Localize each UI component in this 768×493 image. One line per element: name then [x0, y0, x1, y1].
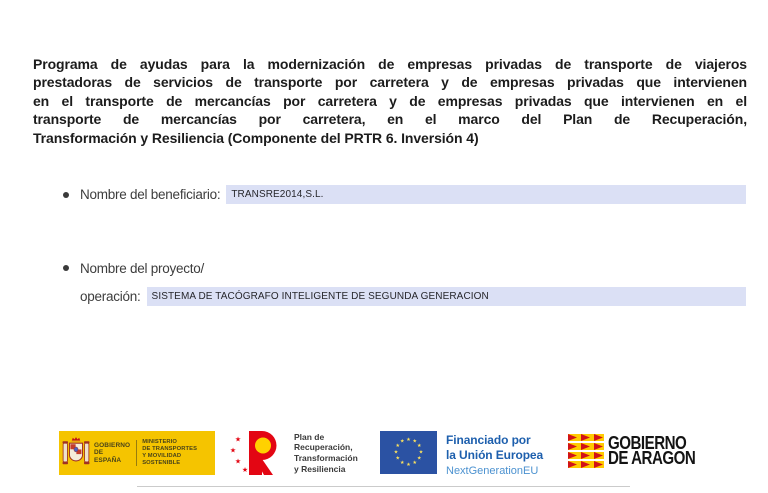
beneficiary-label: Nombre del beneficiario:	[80, 187, 221, 202]
beneficiary-value: TRANSRE2014,S.L.	[231, 189, 324, 200]
prtr-logo	[228, 430, 358, 476]
project-label-line2: operación:	[80, 289, 141, 304]
prtr-line: Plan de	[294, 431, 325, 442]
eu-star-icon: ★	[393, 449, 399, 456]
aragon-government-logo	[568, 434, 712, 468]
bullet-icon	[63, 192, 69, 198]
beneficiary-input[interactable]	[226, 185, 746, 204]
project-field	[80, 287, 746, 306]
aragon-stripes-icon	[568, 434, 604, 468]
prtr-text	[294, 432, 358, 474]
project-label-line1: Nombre del proyecto/	[80, 260, 205, 276]
eu-funding-text	[446, 433, 543, 477]
eu-line: Financiado por	[446, 433, 531, 447]
aragon-line: GOBIERNO	[608, 432, 687, 453]
gov-line: DE ESPAÑA	[94, 449, 122, 464]
title-line: prestadoras de servicios de transporte por carretera y de empresas privadas que intervienen	[33, 74, 747, 91]
eu-line: la Unión Europea	[446, 447, 544, 462]
title-line: Programa de ayudas para la modernización de empresas privadas de transporte de viajeros	[33, 56, 747, 72]
aragon-line: DE ARAGON	[608, 448, 696, 468]
title-line: en el transporte de mercancías por carretera y de empresas privadas que intervienen en el	[33, 92, 747, 109]
footer-divider-line	[137, 486, 630, 487]
prtr-line: Transformación	[294, 453, 358, 463]
eu-star-icon: ★	[399, 460, 405, 467]
nextgeneu-label: NextGenerationEU	[446, 465, 539, 477]
eu-star-icon: ★	[417, 443, 422, 450]
gov-line: GOBIERNO	[94, 441, 131, 449]
spain-government-logo	[59, 431, 215, 475]
spain-coat-of-arms-icon	[62, 435, 90, 471]
eu-flag-icon	[380, 431, 437, 474]
prtr-line: y Resiliencia	[294, 463, 346, 474]
ministry-line: DE TRANSPORTES	[142, 446, 198, 452]
project-value: SISTEMA DE TACÓGRAFO INTELIGENTE DE SEGUNDA GENERACION	[151, 291, 489, 302]
eu-star-icon: ★	[395, 443, 400, 450]
eu-star-icon: ★	[418, 449, 424, 456]
ministry-text	[142, 439, 215, 467]
bullet-icon	[63, 265, 69, 271]
prtr-r-icon	[228, 430, 288, 476]
eu-star-icon: ★	[399, 438, 405, 445]
title-line: transporte de mercancías por carretera, en el marco del Plan de Recuperación,	[33, 111, 747, 128]
eu-star-icon: ★	[412, 460, 418, 467]
ministry-line: MINISTERIO	[142, 439, 178, 445]
prtr-star-icon: ★	[234, 435, 242, 444]
eu-star-icon: ★	[406, 436, 411, 443]
eu-star-icon: ★	[395, 455, 400, 462]
title-line: Transformación y Resiliencia (Componente del PRTR 6. Inversión 4)	[33, 129, 479, 146]
aragon-text	[608, 432, 696, 468]
beneficiary-field	[63, 185, 746, 204]
ministry-line: Y MOVILIDAD SOSTENIBLE	[142, 453, 182, 466]
project-input[interactable]	[147, 287, 746, 306]
prtr-star-icon: ★	[241, 466, 249, 474]
logo-divider	[136, 440, 137, 466]
eu-funding-logo	[380, 431, 543, 477]
prtr-star-icon: ★	[229, 446, 237, 455]
eu-star-icon: ★	[417, 455, 422, 462]
prtr-star-icon: ★	[234, 457, 242, 466]
eu-star-icon: ★	[412, 438, 418, 445]
spain-government-text	[94, 442, 130, 465]
eu-star-icon: ★	[406, 461, 411, 468]
project-field-label-line1	[63, 259, 746, 277]
program-title	[33, 55, 747, 147]
prtr-line: Recuperación,	[294, 442, 353, 453]
